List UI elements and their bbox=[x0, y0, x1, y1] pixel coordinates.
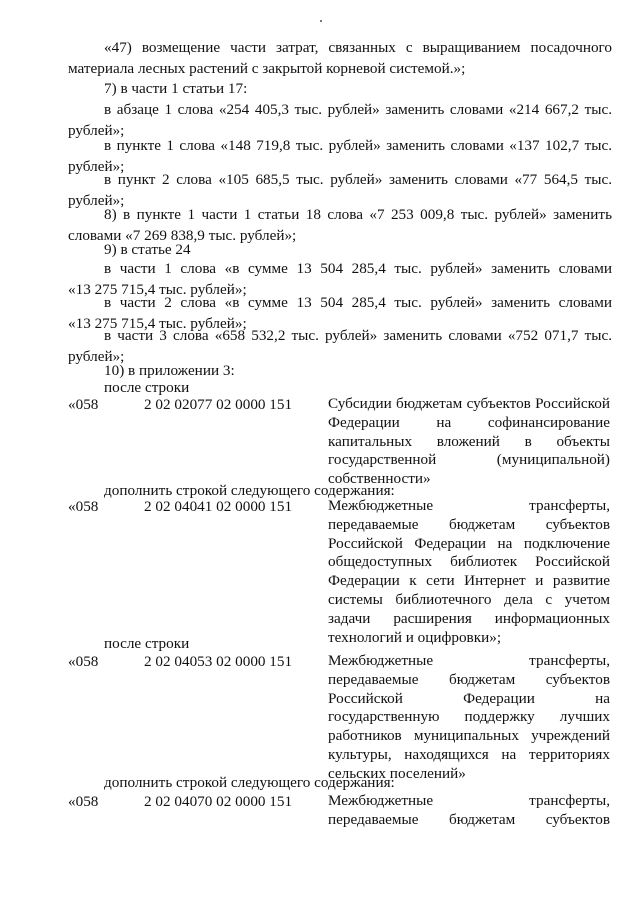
paragraph-line: «13 275 715,4 тыс. рублей»; bbox=[68, 280, 247, 298]
row-description bbox=[328, 497, 610, 647]
paragraph-line: рублей»; bbox=[68, 157, 125, 175]
paragraph-7-heading: 7) в части 1 статьи 17: bbox=[104, 80, 248, 97]
paragraph-7a bbox=[68, 100, 612, 141]
description-line: собственности» bbox=[328, 470, 431, 488]
row-kbk: 2 02 04041 02 0000 151 bbox=[144, 498, 293, 515]
row-kbk: 2 02 02077 02 0000 151 bbox=[144, 396, 293, 413]
description-line: Межбюджетные трансферты, bbox=[328, 792, 610, 809]
description-line: Межбюджетные трансферты, bbox=[328, 497, 610, 514]
description-line: культуры, находящихся на территориях bbox=[328, 745, 610, 763]
description-line: технологий и оцифровки»; bbox=[328, 628, 502, 646]
row-code: «058 bbox=[68, 653, 99, 670]
description-line: передаваемые бюджетам субъектов bbox=[328, 670, 610, 688]
paragraph-line: словами «7 269 838,9 тыс. рублей»; bbox=[68, 226, 297, 244]
description-line: капитальных вложений в объекты bbox=[328, 432, 610, 450]
paragraph-line: рублей»; bbox=[68, 191, 125, 209]
paragraph-line: в пункт 2 слова «105 685,5 тыс. рублей» заменить словами «77 564,5 тыс. bbox=[104, 171, 612, 188]
after-row-label: после строки bbox=[104, 635, 190, 652]
paragraph-line: «13 275 715,4 тыс. рублей»; bbox=[68, 314, 247, 332]
row-description bbox=[328, 792, 610, 830]
paragraph-line: материала лесных растений с закрытой корневой системой.»; bbox=[68, 59, 466, 77]
description-line: Федерации к сети Интернет и развитие bbox=[328, 572, 610, 590]
row-code: «058 bbox=[68, 793, 99, 810]
row-code: «058 bbox=[68, 396, 99, 413]
row-kbk: 2 02 04053 02 0000 151 bbox=[144, 653, 293, 670]
scan-speck bbox=[320, 20, 322, 22]
row-description bbox=[328, 652, 610, 784]
paragraph-line: рублей»; bbox=[68, 121, 125, 139]
description-line: передаваемые бюджетам субъектов bbox=[328, 515, 610, 533]
description-line: задачи расширения информационных bbox=[328, 609, 610, 627]
paragraph-line: «47) возмещение части затрат, связанных с выращиванием посадочного bbox=[104, 39, 612, 56]
supplement-label: дополнить строкой следующего содержания: bbox=[104, 774, 395, 791]
row-kbk: 2 02 04070 02 0000 151 bbox=[144, 793, 293, 810]
description-line: государственную поддержку лучших bbox=[328, 708, 610, 726]
description-line: государственной (муниципальной) bbox=[328, 451, 610, 469]
paragraph-line: 8) в пункте 1 части 1 статьи 18 слова «7 253 009,8 тыс. рублей» заменить bbox=[104, 206, 612, 223]
paragraph-47 bbox=[68, 38, 612, 79]
paragraph-line: в пункте 1 слова «148 719,8 тыс. рублей» заменить словами «137 102,7 тыс. bbox=[104, 137, 612, 154]
paragraph-line: рублей»; bbox=[68, 347, 125, 365]
description-line: общедоступных библиотек Российской bbox=[328, 553, 610, 571]
paragraph-9-heading: 9) в статье 24 bbox=[104, 241, 191, 258]
description-line: сельских поселений» bbox=[328, 764, 466, 782]
paragraph-line: в абзаце 1 слова «254 405,3 тыс. рублей» заменить словами «214 667,2 тыс. bbox=[104, 101, 612, 118]
paragraph-line: в части 1 слова «в сумме 13 504 285,4 тыс. рублей» заменить словами bbox=[104, 260, 612, 277]
row-code: «058 bbox=[68, 498, 99, 515]
row-description bbox=[328, 395, 610, 489]
description-line: Субсидии бюджетам субъектов Российской bbox=[328, 395, 610, 412]
description-line: передаваемые бюджетам субъектов bbox=[328, 810, 610, 828]
description-line: системы библиотечного дела с учетом bbox=[328, 590, 610, 608]
description-line: Российской Федерации на bbox=[328, 689, 610, 707]
after-row-label: после строки bbox=[104, 379, 190, 396]
paragraph-line: в части 2 слова «в сумме 13 504 285,4 тыс. рублей» заменить словами bbox=[104, 294, 612, 311]
description-line: Федерации на софинансирование bbox=[328, 413, 610, 431]
paragraph-line: в части 3 слова «658 532,2 тыс. рублей» заменить словами «752 071,7 тыс. bbox=[104, 327, 612, 344]
description-line: Межбюджетные трансферты, bbox=[328, 652, 610, 669]
description-line: работников муниципальных учреждений bbox=[328, 727, 610, 745]
supplement-label: дополнить строкой следующего содержания: bbox=[104, 482, 395, 499]
paragraph-10-heading: 10) в приложении 3: bbox=[104, 362, 235, 379]
description-line: Российской Федерации на подключение bbox=[328, 534, 610, 552]
